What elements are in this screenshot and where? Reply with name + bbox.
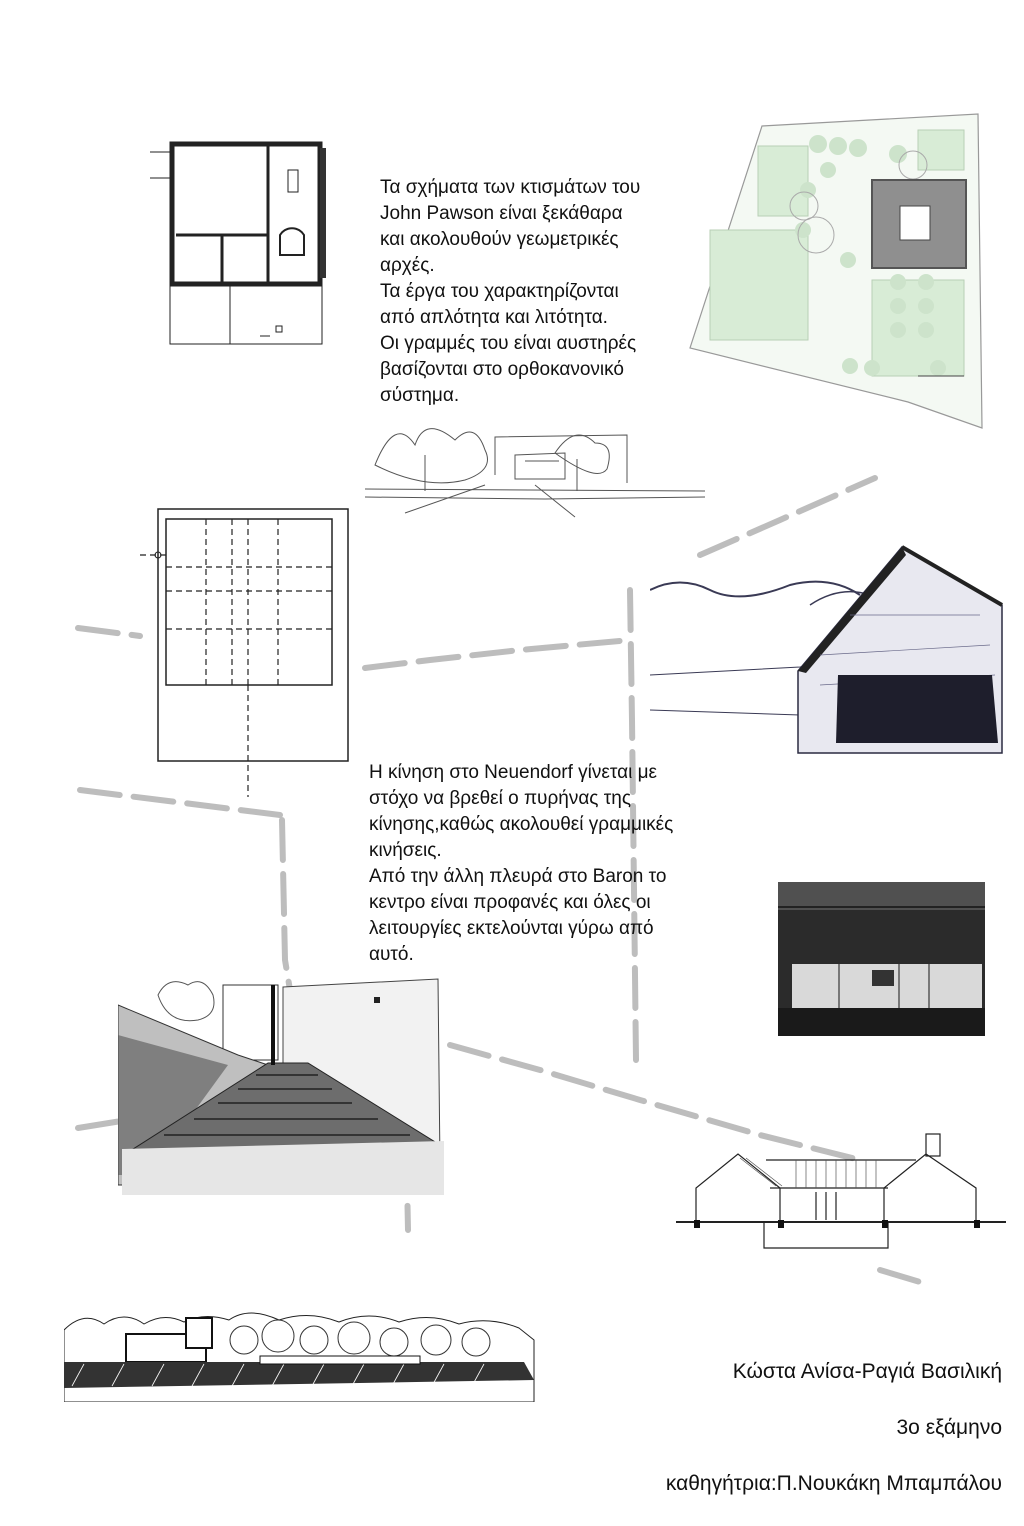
professor-label: καθηγήτρια:Π.Νουκάκη Μπαμπάλου bbox=[665, 1472, 1002, 1495]
site-plan-sketch bbox=[688, 110, 988, 435]
courtyard-stairs-sketch bbox=[118, 975, 448, 1195]
baron-house-photo bbox=[778, 882, 985, 1036]
text-block-pawson: Τα σχήματα των κτισμάτων του John Pawson είναι ξεκάθαρα και ακολουθούν γεωμετρικές αρχές. Τα έργα του χαρακτηρίζονται από απλότητα και λιτότητα. Οι γραμμές του είναι αυστηρές βασίζονται στο ορθοκανονικό σύστημα. bbox=[380, 177, 641, 406]
section-drawing bbox=[676, 1130, 1006, 1260]
grid-diagram bbox=[140, 505, 355, 800]
semester-label: 3ο εξάμηνο bbox=[896, 1416, 1002, 1439]
credits-block bbox=[600, 1330, 1002, 1526]
barn-sketch bbox=[650, 545, 1010, 755]
text-block-neuendorf: Η κίνηση στο Neuendorf γίνεται με στόχο να βρεθεί ο πυρήνας της κίνησης,καθώς ακολουθεί γραμμικές κινήσεις. Από την άλλη πλευρά στο Baron το κεντρο είναι προφανές και όλες οι λειτουργίες εκτελούνται γύρω από αυτό. bbox=[369, 762, 674, 965]
elevation-sketch bbox=[64, 1300, 539, 1402]
author-name: Κώστα Ανίσα-Ραγιά Βασιλική bbox=[732, 1360, 1002, 1383]
landscape-sketch bbox=[365, 405, 705, 520]
floor-plan-sketch bbox=[150, 140, 335, 350]
